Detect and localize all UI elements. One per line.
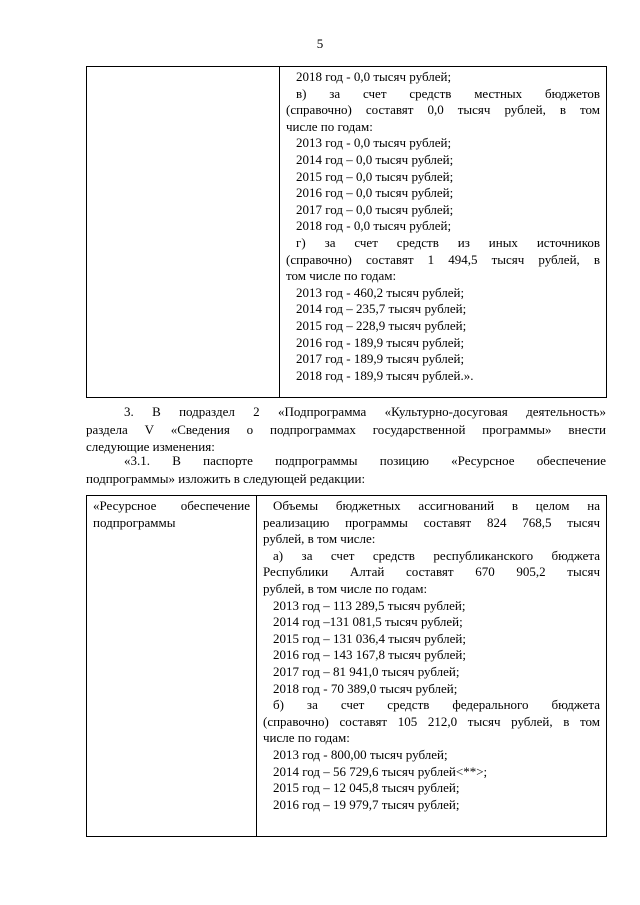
table1-line: 2014 год – 235,7 тысяч рублей; (296, 301, 467, 317)
table1-line: 2016 год – 0,0 тысяч рублей; (296, 185, 454, 201)
paragraph-line: подпрограммы» изложить в следующей редакции: (86, 470, 366, 486)
table2-left-cell (87, 496, 257, 837)
table2-line: Объемы бюджетных ассигнований в целом на (273, 498, 600, 513)
table2-line: а) за счет средств республиканского бюджета (273, 547, 600, 563)
table1-line: г) за счет средств из иных источников (296, 234, 600, 250)
table1-line: 2015 год – 0,0 тысяч рублей; (296, 168, 454, 184)
table2-line: б) за счет средств федерального бюджета (273, 697, 600, 713)
page-number: 5 (316, 36, 324, 51)
table2-line: (справочно) составят 105 212,0 тысяч рублей, в том (263, 713, 600, 729)
table1-line: 2018 год - 0,0 тысяч рублей; (296, 69, 452, 84)
paragraph-3 (86, 403, 606, 456)
table2-line: 2013 год - 800,00 тысяч рублей; (273, 746, 448, 762)
table2-line: 2015 год – 12 045,8 тысяч рублей; (273, 780, 460, 796)
table1-line: 2014 год – 0,0 тысяч рублей; (296, 151, 454, 167)
table1-line: 2018 год - 189,9 тысяч рублей.». (296, 367, 474, 383)
table1-line: 2013 год - 0,0 тысяч рублей; (296, 135, 452, 151)
table2-right-cell (257, 496, 607, 837)
table2-line: 2015 год – 131 036,4 тысяч рублей; (273, 630, 466, 646)
table2-line: реализацию программы составят 824 768,5 тысяч (263, 514, 600, 530)
table1-left-cell (87, 67, 280, 398)
table1-line: числе по годам: (286, 118, 373, 134)
table2-line: 2016 год – 143 167,8 тысяч рублей; (273, 647, 466, 663)
paragraph-3-1 (86, 452, 606, 487)
table1-line: (справочно) составят 0,0 тысяч рублей, в том (286, 102, 600, 118)
table1-line: 2017 год - 189,9 тысяч рублей; (296, 351, 465, 367)
resource-provision-table (86, 495, 607, 837)
resource-provision-label: подпрограммы (93, 514, 176, 530)
table2-line: рублей, в том числе: (263, 531, 376, 547)
table2-line: 2017 год – 81 941,0 тысяч рублей; (273, 663, 460, 679)
table1-line: (справочно) составят 1 494,5 тысяч рублей, в (286, 251, 600, 267)
table2-line: 2014 год – 56 729,6 тысяч рублей<**>; (273, 763, 488, 779)
paragraph-line: раздела V «Сведения о подпрограммах государственной программы» внести (86, 421, 606, 437)
table1-line: том числе по годам: (286, 268, 397, 284)
table2-line: числе по годам: (263, 730, 350, 746)
table1-line: 2018 год - 0,0 тысяч рублей; (296, 218, 452, 234)
paragraph-line: 3. В подраздел 2 «Подпрограмма «Культурно-досуговая деятельность» (124, 404, 606, 419)
table1-line: 2013 год - 460,2 тысяч рублей; (296, 284, 465, 300)
table1-line: 2017 год – 0,0 тысяч рублей; (296, 201, 454, 217)
table2-line: рублей, в том числе по годам: (263, 580, 428, 596)
table1-line: 2016 год - 189,9 тысяч рублей; (296, 334, 465, 350)
table2-line: Республики Алтай составят 670 905,2 тысяч (263, 564, 600, 580)
table1-line: в) за счет средств местных бюджетов (296, 85, 600, 101)
table2-line: 2018 год - 70 389,0 тысяч рублей; (273, 680, 458, 696)
table1-line: 2015 год – 228,9 тысяч рублей; (296, 317, 467, 333)
table2-line: 2013 год – 113 289,5 тысяч рублей; (273, 597, 466, 613)
resource-provision-label: «Ресурсное обеспечение (93, 498, 250, 513)
paragraph-line: следующие изменения: (86, 439, 215, 454)
table1-right-cell (280, 67, 607, 398)
table2-line: 2016 год – 19 979,7 тысяч рублей; (273, 796, 460, 812)
table2-line: 2014 год –131 081,5 тысяч рублей; (273, 614, 463, 630)
funding-table-continued (86, 66, 607, 398)
paragraph-line: «3.1. В паспорте подпрограммы позицию «Ресурсное обеспечение (124, 453, 606, 468)
